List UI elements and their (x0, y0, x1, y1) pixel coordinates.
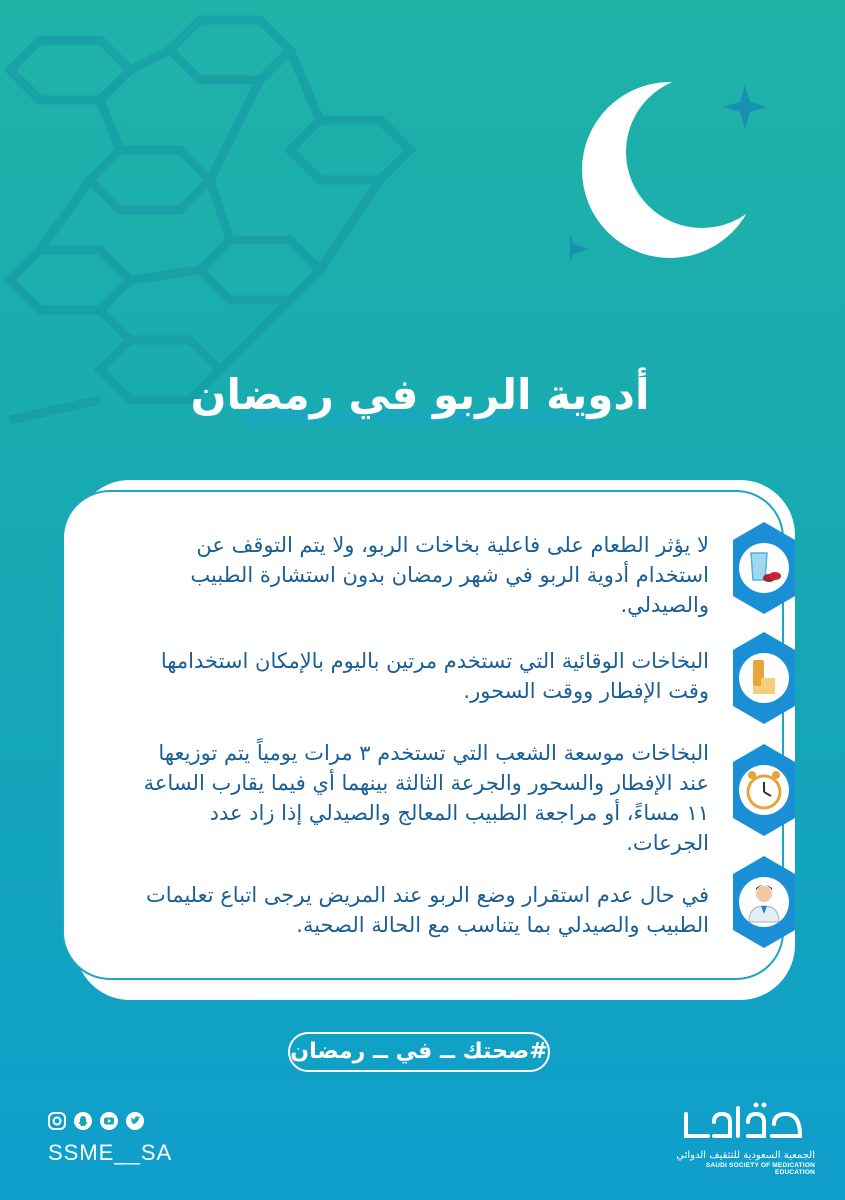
item-text: البخاخات موسعة الشعب التي تستخدم ٣ مرات يومياً يتم توزيعها عند الإفطار والسحور والجرعة الثالثة بينهما أي فيما يقارب الساعة ١١ مساءً، أو مراجعة الطبيب المعالج والصيدلي إذا زاد عدد الجرعات. (143, 741, 709, 855)
org-name-arabic: الجمعية السعودية للتثقيف الدوائي (676, 1150, 815, 1161)
org-name-english: SAUDI SOCIETY OF MEDICATION EDUCATION (705, 1162, 815, 1176)
clock-icon (731, 742, 797, 838)
item-text: البخاخات الوقائية التي تستخدم مرتين باليوم بالإمكان استخدامها وقت الإفطار ووقت السحور. (160, 649, 709, 703)
social-icons (48, 1112, 144, 1130)
snapchat-icon[interactable] (74, 1112, 92, 1130)
page-title: أدوية الربو في رمضان (190, 370, 650, 419)
hashtag-label: #صحتك ــ في ــ رمضان (288, 1032, 550, 1072)
social-handle[interactable]: SSME__SA (48, 1140, 173, 1165)
youtube-icon[interactable] (100, 1112, 118, 1130)
water-and-dates-icon (731, 520, 797, 616)
item-text: في حال عدم استقرار وضع الربو عند المريض يرجى اتباع تعليمات الطبيب والصيدلي بما يتناسب مع الحالة الصحية. (146, 883, 709, 937)
instagram-icon[interactable] (48, 1112, 66, 1130)
info-card (62, 490, 784, 980)
item-text: لا يؤثر الطعام على فاعلية بخاخات الربو، ولا يتم التوقف عن استخدام أدوية الربو في شهر رمضان بدون استشارة الطبيب والصيدلي. (190, 533, 709, 617)
dawaai-logo (680, 1100, 805, 1148)
doctor-icon (731, 854, 797, 950)
inhaler-icon (731, 630, 797, 726)
twitter-icon[interactable] (126, 1112, 144, 1130)
crescent-moon-icon (570, 70, 790, 290)
